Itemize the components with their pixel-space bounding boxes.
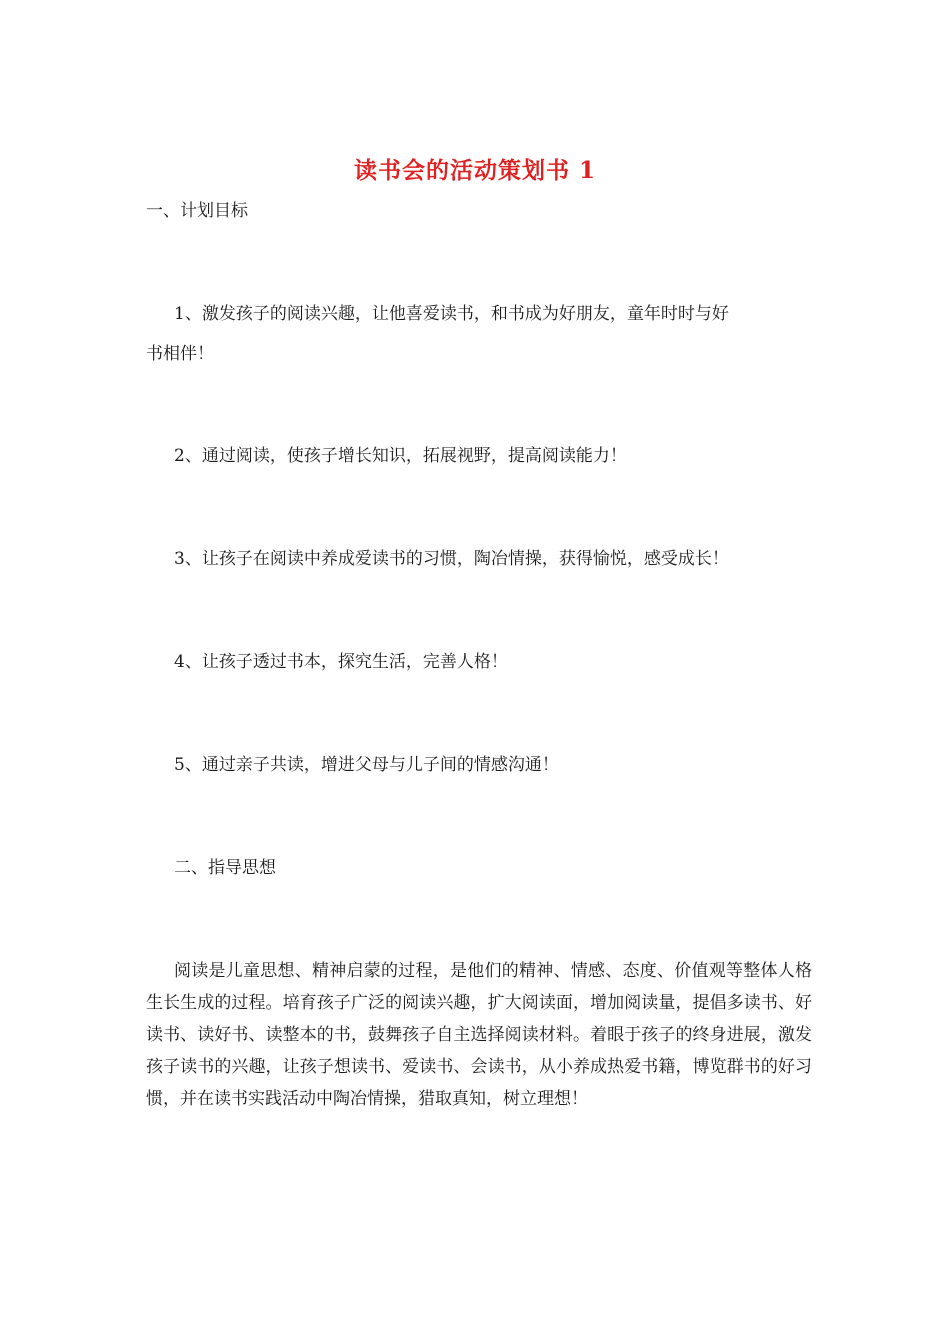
goal-item-1-line-2: 书相伴！ <box>146 344 214 364</box>
guiding-paragraph: 阅读是儿童思想、精神启蒙的过程，是他们的精神、情感、态度、价值观等整体人格生长生成的过程。培育孩子广泛的阅读兴趣，扩大阅读面，增加阅读量，提倡多读书、好读书、读好书、读整本的书，鼓舞孩子自主选择阅读材料。着眼于孩子的终身进展，激发孩子读书的兴趣，让孩子想读书、爱读书、会读书，从小养成热爱书籍，博览群书的好习惯，并在读书实践活动中陶冶情操，猎取真知，树立理想！ <box>146 961 812 1109</box>
section-heading-goals: 一、计划目标 <box>146 201 248 221</box>
goal-item-1-line-1: 1、激发孩子的阅读兴趣，让他喜爱读书，和书成为好朋友，童年时时与好 <box>174 304 729 324</box>
goal-item-2: 2、通过阅读，使孩子增长知识，拓展视野，提高阅读能力！ <box>174 446 627 466</box>
document-title: 读书会的活动策划书 1 <box>353 157 596 184</box>
section-heading-guidance: 二、指导思想 <box>174 858 276 878</box>
goal-item-4: 4、让孩子透过书本，探究生活，完善人格！ <box>174 652 508 672</box>
goal-item-5: 5、通过亲子共读，增进父母与儿子间的情感沟通！ <box>174 755 559 775</box>
goal-item-3: 3、让孩子在阅读中养成爱读书的习惯，陶冶情操，获得愉悦，感受成长！ <box>174 549 729 569</box>
